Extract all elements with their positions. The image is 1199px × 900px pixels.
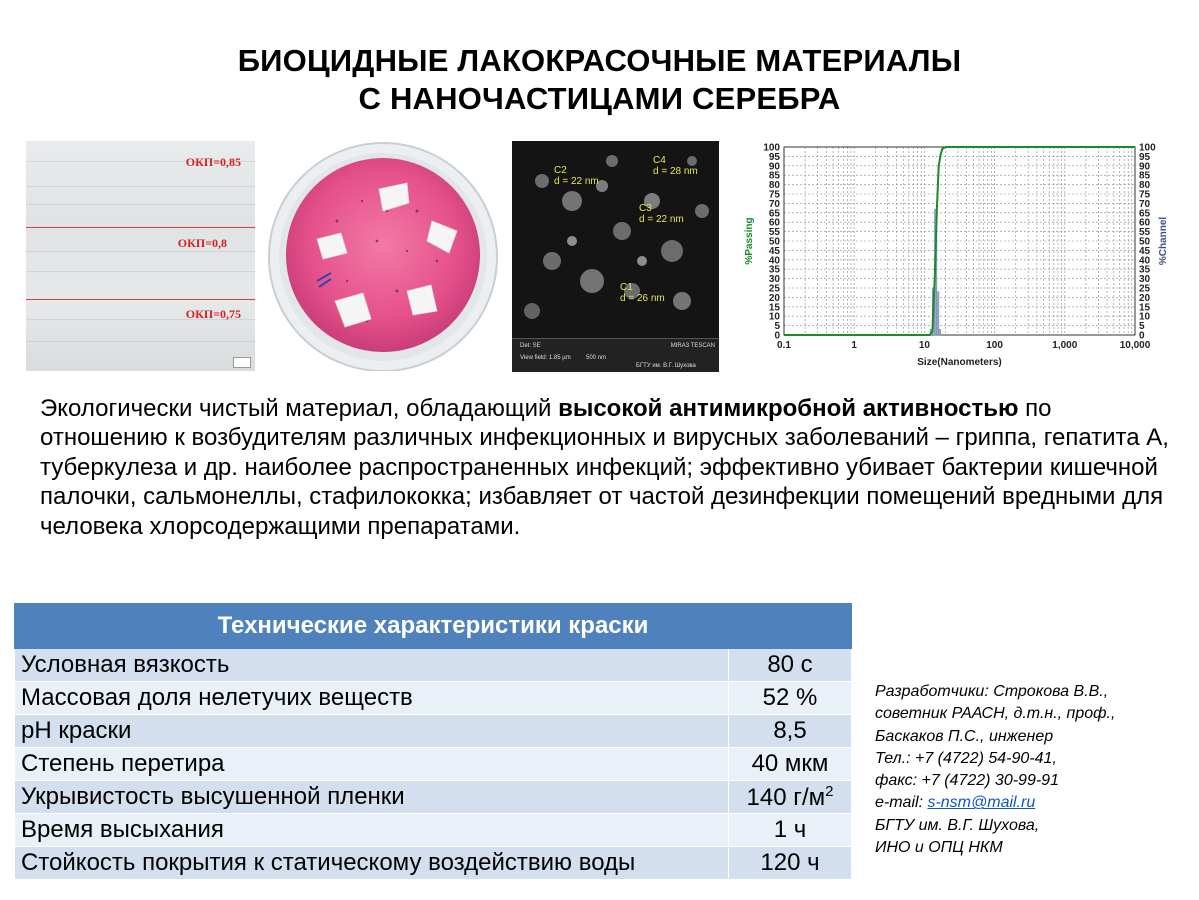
dev-fax: факс: +7 (4722) 30-99-91 (875, 772, 1059, 790)
sem-detector: Det: SE (520, 343, 541, 349)
y-tick-label-right: 70 (1139, 198, 1151, 210)
developers-info (875, 681, 1195, 859)
y-tick-label-left: 70 (768, 198, 780, 210)
y-tick-label-right: 65 (1139, 208, 1151, 220)
y-tick-label-left: 90 (768, 161, 780, 173)
y-tick-label-right: 100 (1139, 142, 1156, 154)
y-tick-label-left: 25 (768, 283, 780, 295)
y-tick-label-right: 30 (1139, 274, 1151, 286)
sample-label-3: ОКП=0,75 (185, 307, 241, 321)
spec-name: Степень перетира (15, 748, 729, 781)
y-tick-label-right: 55 (1139, 227, 1151, 239)
description-paragraph (40, 394, 1180, 541)
y-tick-label-left: 55 (768, 227, 780, 239)
y-tick-label-right: 15 (1139, 302, 1151, 314)
spec-value-text: 140 г/м (746, 783, 826, 811)
description-text-2: по отношению к возбудителям различных инфекционных и вирусных заболеваний – гриппа, гепатита А, туберкулеза и др. наиболее распространенных инфекций; эффективно убивает бактерии кишечной палочки, сальмонеллы, стафилококка; избавляет от частой дезинфекции помещений вредными для человека хлорсодержащими препаратами. (40, 395, 1169, 540)
sem-info-bar (512, 338, 719, 372)
spec-value: 52 % (729, 682, 852, 715)
dev-line-1: Разработчики: Строкова В.В., (875, 683, 1109, 700)
description-text-1: Экологически чистый материал, обладающий (40, 395, 559, 422)
description-bold: высокой антимикробной активностью (558, 395, 1019, 422)
spec-value: 80 с (729, 649, 852, 682)
y-tick-label-right: 45 (1139, 245, 1151, 257)
y-tick-label-right: 90 (1139, 161, 1151, 173)
y-tick-label-right: 85 (1139, 170, 1151, 182)
x-tick-label: 10,000 (1119, 340, 1151, 351)
y-tick-label-left: 40 (768, 255, 780, 267)
sem-particle-c1: C1 (620, 282, 633, 293)
y-tick-label-right: 95 (1139, 151, 1151, 163)
y-tick-label-left: 50 (768, 236, 780, 248)
y-tick-label-left: 85 (768, 170, 780, 182)
dev-phone: Тел.: +7 (4722) 54-90-41, (875, 749, 1057, 767)
sem-particle-c3-size: d = 22 nm (639, 214, 684, 225)
scale-marker (233, 357, 251, 368)
table-row (15, 781, 852, 814)
sem-device: MIRA3 TESCAN (670, 343, 715, 349)
y-axis-label-left: %Passing (744, 217, 755, 265)
specs-table (14, 603, 852, 880)
sem-view-field: View field: 1.85 µm (520, 355, 571, 361)
sem-scale: 500 nm (586, 355, 607, 361)
channel-bar (937, 292, 939, 335)
spec-value: 1 ч (729, 814, 852, 847)
table-row (15, 847, 852, 880)
spec-value-sup: 2 (825, 782, 834, 800)
y-tick-label-right: 50 (1139, 236, 1151, 248)
x-tick-label: 10 (918, 340, 930, 351)
sample-divider-2 (26, 299, 255, 300)
y-axis-label-right: %Channel (1158, 216, 1169, 266)
spec-value: 40 мкм (729, 748, 852, 781)
sem-particle-c4-size: d = 28 nm (653, 166, 698, 177)
spec-value (729, 781, 852, 814)
y-tick-label-left: 30 (768, 274, 780, 286)
sem-image (512, 141, 719, 372)
dev-dept: ИНО и ОПЦ НКМ (875, 839, 1003, 857)
y-tick-label-left: 15 (768, 302, 780, 314)
y-tick-label-left: 5 (774, 321, 780, 333)
table-row (15, 814, 852, 847)
email-link[interactable]: s-nsm@mail.ru (927, 794, 1036, 812)
dev-email-prefix: e-mail: (875, 794, 928, 812)
dev-org: БГТУ им. В.Г. Шухова, (875, 816, 1040, 834)
table-row (15, 715, 852, 748)
y-tick-label-left: 75 (768, 189, 780, 201)
y-tick-label-left: 0 (774, 330, 780, 342)
title-line-2: С НАНОЧАСТИЦАМИ СЕРЕБРА (358, 81, 841, 116)
y-tick-label-right: 75 (1139, 189, 1151, 201)
sem-particle-c3: C3 (639, 203, 652, 214)
chart-svg (738, 133, 1171, 379)
y-tick-label-left: 35 (768, 264, 780, 276)
spec-name: Укрывистость высушенной пленки (15, 781, 729, 814)
y-tick-label-right: 10 (1139, 311, 1151, 323)
y-tick-label-left: 45 (768, 245, 780, 257)
dev-email-line (875, 792, 1195, 814)
petri-dish-image (267, 141, 499, 371)
x-tick-label: 1 (851, 340, 857, 351)
x-axis-label: Size(Nanometers) (917, 357, 1002, 368)
sem-particle-c2-size: d = 22 nm (554, 176, 599, 187)
title-line-1: БИОЦИДНЫЕ ЛАКОКРАСОЧНЫЕ МАТЕРИАЛЫ (237, 43, 962, 78)
dev-line-3: Баскаков П.С., инженер (875, 727, 1054, 745)
spec-name: Массовая доля нелетучих веществ (15, 682, 729, 715)
dev-line-2: советник РААСН, д.т.н., проф., (875, 705, 1116, 723)
spec-name: Стойкость покрытия к статическому воздействию воды (15, 847, 729, 880)
spec-value: 120 ч (729, 847, 852, 880)
sample-label-2: ОКП=0,8 (177, 236, 227, 250)
sem-org: БГТУ им. В.Г. Шухова (636, 363, 696, 369)
y-tick-label-right: 80 (1139, 180, 1151, 192)
channel-bar (938, 329, 940, 335)
x-tick-label: 100 (986, 340, 1003, 351)
y-tick-label-left: 20 (768, 292, 780, 304)
y-tick-label-left: 80 (768, 180, 780, 192)
table-row (15, 748, 852, 781)
agar (286, 158, 480, 352)
spec-name: Время высыхания (15, 814, 729, 847)
specs-table-header: Технические характеристики краски (15, 604, 852, 649)
y-tick-label-right: 60 (1139, 217, 1151, 229)
y-tick-label-right: 35 (1139, 264, 1151, 276)
sample-divider-1 (26, 227, 255, 228)
table-row (15, 649, 852, 682)
paint-sample-image (26, 141, 255, 371)
spec-name: pH краски (15, 715, 729, 748)
table-row (15, 682, 852, 715)
sem-particle-c1-size: d = 26 nm (620, 293, 665, 304)
y-tick-label-left: 100 (763, 142, 780, 154)
y-tick-label-right: 5 (1139, 321, 1145, 333)
spec-name: Условная вязкость (15, 649, 729, 682)
sem-particle-c2: C2 (554, 165, 567, 176)
x-tick-label: 0.1 (777, 340, 791, 351)
page-title (0, 42, 1199, 118)
y-tick-label-left: 65 (768, 208, 780, 220)
y-tick-label-right: 40 (1139, 255, 1151, 267)
y-tick-label-left: 10 (768, 311, 780, 323)
sem-particle-c4: C4 (653, 155, 666, 166)
y-tick-label-left: 95 (768, 151, 780, 163)
particle-size-chart (738, 133, 1171, 379)
spec-value: 8,5 (729, 715, 852, 748)
y-tick-label-right: 20 (1139, 292, 1151, 304)
y-tick-label-right: 25 (1139, 283, 1151, 295)
x-tick-label: 1,000 (1052, 340, 1078, 351)
sample-label-1: ОКП=0,85 (185, 155, 241, 169)
y-tick-label-right: 0 (1139, 330, 1145, 342)
y-tick-label-left: 60 (768, 217, 780, 229)
